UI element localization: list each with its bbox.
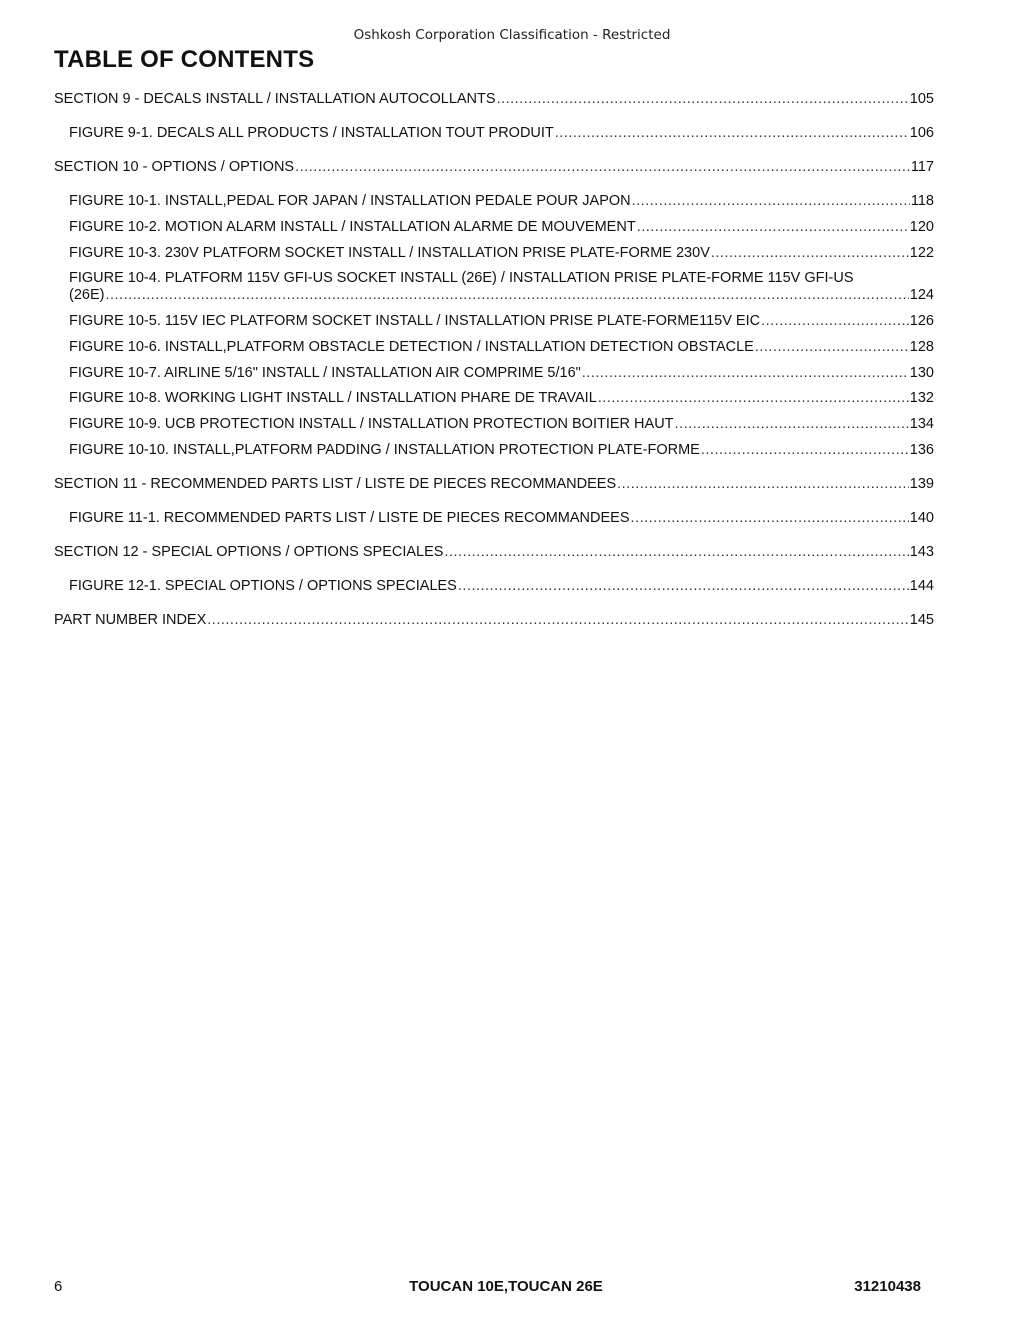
footer-document-number: 31210438 xyxy=(854,1278,921,1295)
toc-page-number: 140 xyxy=(909,510,934,526)
footer-model-name: TOUCAN 10E,TOUCAN 26E xyxy=(409,1278,603,1295)
toc-entry-text: FIGURE 11-1. RECOMMENDED PARTS LIST / LISTE DE PIECES RECOMMANDEES xyxy=(69,510,630,526)
dot-leader xyxy=(632,193,910,210)
toc-entry-section-12[interactable] xyxy=(54,544,934,561)
page-title: TABLE OF CONTENTS xyxy=(54,46,315,73)
dot-leader xyxy=(675,416,909,433)
dot-leader xyxy=(761,313,909,330)
dot-leader xyxy=(582,365,909,382)
toc-entry-text: FIGURE 10-6. INSTALL,PLATFORM OBSTACLE DETECTION / INSTALLATION DETECTION OBSTACLE xyxy=(69,339,754,355)
toc-entry-figure-9-1[interactable] xyxy=(69,125,934,142)
toc-entry-figure-12-1[interactable] xyxy=(69,578,934,595)
toc-page-number: 145 xyxy=(909,612,934,628)
dot-leader xyxy=(295,159,910,176)
toc-entry-text: FIGURE 10-4. PLATFORM 115V GFI-US SOCKET INSTALL (26E) / INSTALLATION PRISE PLATE-FORME 115V GFI-US xyxy=(69,270,854,286)
toc-page-number: 124 xyxy=(909,287,934,303)
toc-entry-section-11[interactable] xyxy=(54,476,934,493)
toc-entry-text: FIGURE 10-1. INSTALL,PEDAL FOR JAPAN / INSTALLATION PEDALE POUR JAPON xyxy=(69,193,631,209)
dot-leader xyxy=(631,510,909,527)
toc-entry-figure-10-6[interactable] xyxy=(69,339,934,356)
dot-leader xyxy=(598,390,909,407)
toc-entry-figure-10-5[interactable] xyxy=(69,313,934,330)
toc-entry-text: SECTION 12 - SPECIAL OPTIONS / OPTIONS SPECIALES xyxy=(54,544,444,560)
toc-page-number: 118 xyxy=(910,193,934,209)
toc-entry-figure-10-3[interactable] xyxy=(69,245,934,262)
toc-entry-figure-10-9[interactable] xyxy=(69,416,934,433)
toc-entry-text: PART NUMBER INDEX xyxy=(54,612,207,628)
toc-page-number: 120 xyxy=(909,219,934,235)
toc-page-number: 139 xyxy=(909,476,934,492)
toc-page-number: 132 xyxy=(909,390,934,406)
dot-leader xyxy=(444,544,908,561)
toc-entry-text: SECTION 10 - OPTIONS / OPTIONS xyxy=(54,159,295,175)
dot-leader xyxy=(207,612,909,629)
toc-entry-text: FIGURE 10-8. WORKING LIGHT INSTALL / INSTALLATION PHARE DE TRAVAIL xyxy=(69,390,597,406)
toc-entry-figure-10-4[interactable] xyxy=(69,270,934,304)
toc-entry-text: FIGURE 10-7. AIRLINE 5/16" INSTALL / INSTALLATION AIR COMPRIME 5/16" xyxy=(69,365,581,381)
toc-page-number: 130 xyxy=(909,365,934,381)
toc-entry-figure-10-2[interactable] xyxy=(69,219,934,236)
toc-entry-part-number-index[interactable] xyxy=(54,612,934,629)
toc-entry-figure-10-8[interactable] xyxy=(69,390,934,407)
page-footer xyxy=(0,1278,1024,1298)
toc-entry-text: FIGURE 10-5. 115V IEC PLATFORM SOCKET INSTALL / INSTALLATION PRISE PLATE-FORME115V EIC xyxy=(69,313,761,329)
toc-entry-text: FIGURE 10-9. UCB PROTECTION INSTALL / INSTALLATION PROTECTION BOITIER HAUT xyxy=(69,416,674,432)
toc-entry-text: FIGURE 10-10. INSTALL,PLATFORM PADDING / INSTALLATION PROTECTION PLATE-FORME xyxy=(69,442,700,458)
toc-entry-text: FIGURE 9-1. DECALS ALL PRODUCTS / INSTALLATION TOUT PRODUIT xyxy=(69,125,554,141)
toc-entry-figure-10-10[interactable] xyxy=(69,442,934,459)
toc-entry-continuation xyxy=(69,287,934,304)
toc-page-number: 106 xyxy=(909,125,934,141)
toc-entry-figure-11-1[interactable] xyxy=(69,510,934,527)
toc-page-number: 105 xyxy=(909,91,934,107)
dot-leader xyxy=(105,287,908,304)
toc-page-number: 122 xyxy=(909,245,934,261)
toc-entry-text-continued: (26E) xyxy=(69,287,105,303)
toc-entry-text: FIGURE 10-3. 230V PLATFORM SOCKET INSTALL / INSTALLATION PRISE PLATE-FORME 230V xyxy=(69,245,710,261)
toc-entry-figure-10-1[interactable] xyxy=(69,193,934,210)
toc-page-number: 134 xyxy=(909,416,934,432)
classification-banner: Oshkosh Corporation Classification - Restricted xyxy=(353,27,671,43)
toc-entry-section-10[interactable] xyxy=(54,159,934,176)
toc-entry-text: FIGURE 10-2. MOTION ALARM INSTALL / INSTALLATION ALARME DE MOUVEMENT xyxy=(69,219,636,235)
dot-leader xyxy=(711,245,909,262)
dot-leader xyxy=(555,125,909,142)
toc-entry-text: FIGURE 12-1. SPECIAL OPTIONS / OPTIONS SPECIALES xyxy=(69,578,457,594)
toc-page-number: 136 xyxy=(909,442,934,458)
dot-leader xyxy=(701,442,909,459)
dot-leader xyxy=(458,578,909,595)
dot-leader xyxy=(497,91,909,108)
toc-entry-figure-10-7[interactable] xyxy=(69,365,934,382)
toc-page-number: 144 xyxy=(909,578,934,594)
toc-entry-text: SECTION 11 - RECOMMENDED PARTS LIST / LISTE DE PIECES RECOMMANDEES xyxy=(54,476,617,492)
dot-leader xyxy=(755,339,909,356)
toc-entry-text: SECTION 9 - DECALS INSTALL / INSTALLATION AUTOCOLLANTS xyxy=(54,91,496,107)
toc-page-number: 117 xyxy=(910,159,934,175)
toc-page-number: 128 xyxy=(909,339,934,355)
dot-leader xyxy=(637,219,909,236)
toc-entry-section-9[interactable] xyxy=(54,91,934,108)
footer-page-number: 6 xyxy=(54,1278,63,1295)
toc-page-number: 126 xyxy=(909,313,934,329)
toc-page-number: 143 xyxy=(909,544,934,560)
dot-leader xyxy=(617,476,909,493)
